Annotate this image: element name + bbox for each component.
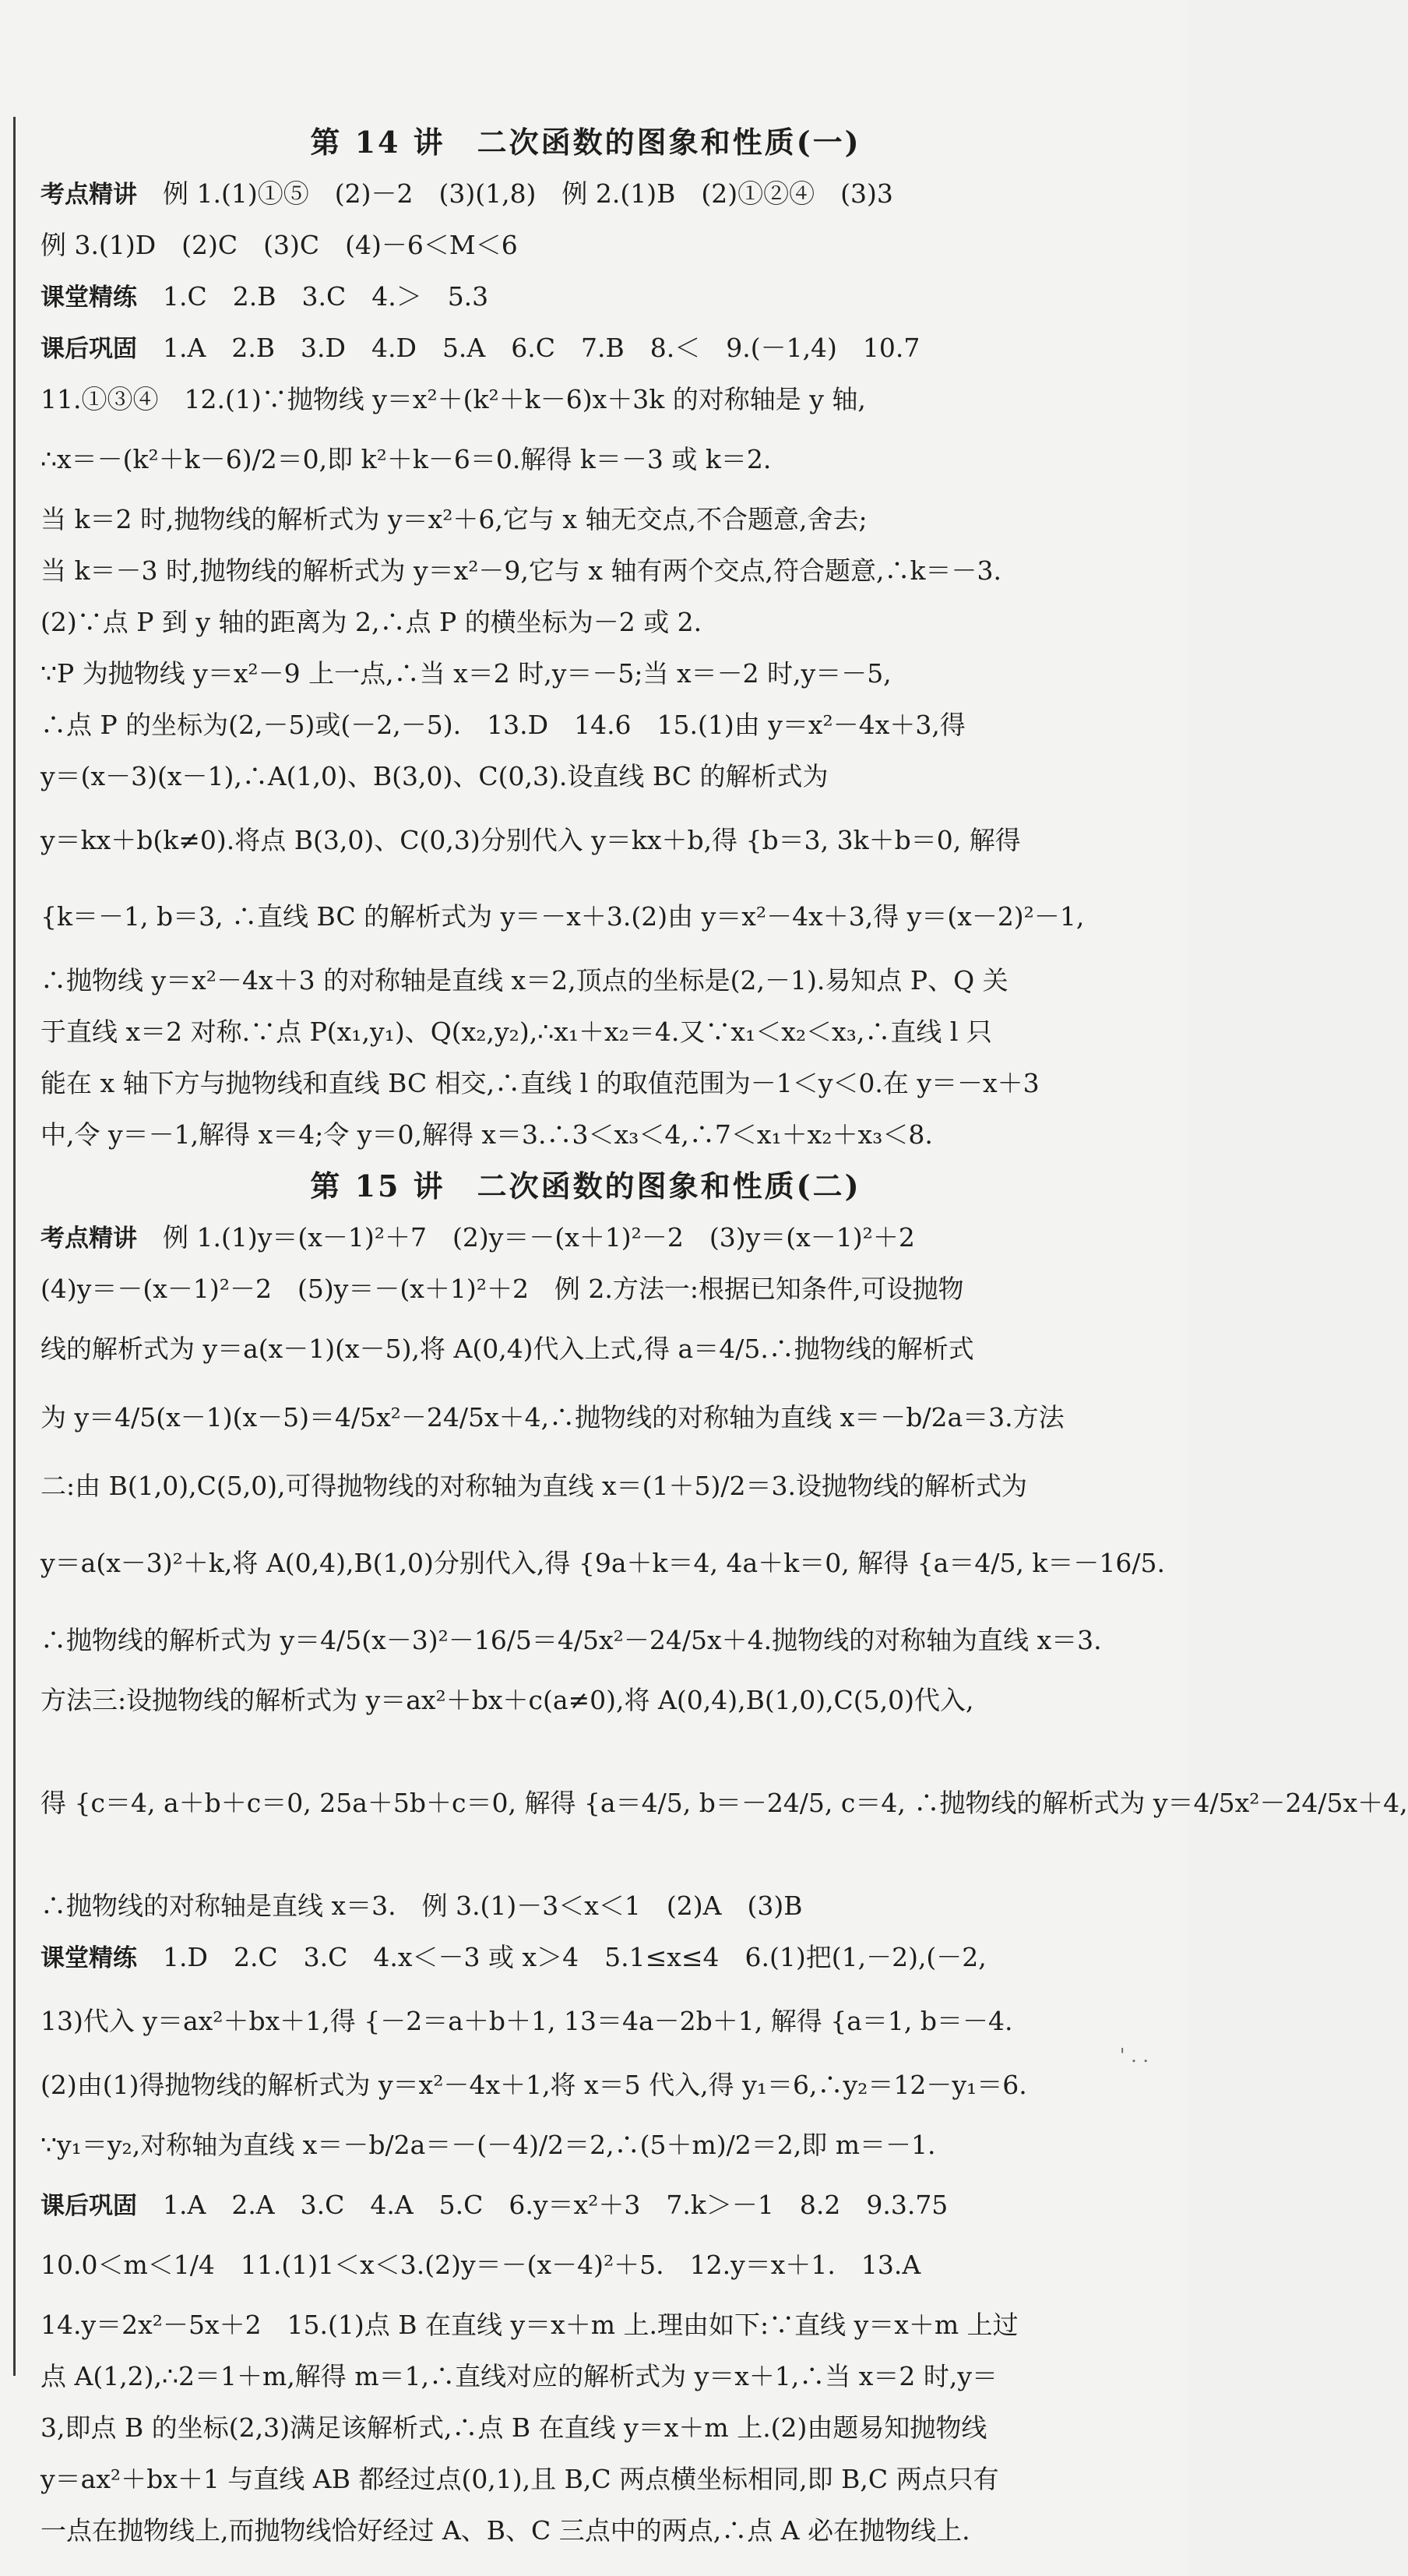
lesson-14-title: 第 14 讲 二次函数的图象和性质(一) bbox=[310, 125, 861, 160]
s14-line-11: ∴点 P 的坐标为(2,－5)或(－2,－5). 13.D 14.6 15.(1)由 y＝x²－4x＋3,得 bbox=[40, 710, 966, 740]
s15-label-kaodian: 考点精讲 bbox=[40, 1225, 137, 1253]
s15-text-1: 例 1.(1)y＝(x－1)²＋7 (2)y＝－(x＋1)²－2 (3)y＝(x－1)²＋2 bbox=[137, 1222, 915, 1253]
s14-line-5: 11.①③④ 12.(1)∵抛物线 y＝x²＋(k²＋k－6)x＋3k 的对称轴是 y 轴, bbox=[40, 384, 866, 414]
s14-label-kaodian: 考点精讲 bbox=[40, 181, 137, 209]
s14-line-10: ∵P 为抛物线 y＝x²－9 上一点,∴当 x＝2 时,y＝－5;当 x＝－2 时,y＝－5, bbox=[40, 658, 892, 689]
s14-label-kehou: 课后巩固 bbox=[40, 335, 137, 363]
s15-line-6: y＝a(x－3)²＋k,将 A(0,4),B(1,0)分别代入,得 {9a＋k＝4, 4a＋k＝0, 解得 {a＝4/5, k＝－16/5. bbox=[40, 1548, 1166, 1578]
s15-line-14: ∵y₁＝y₂,对称轴为直线 x＝－b/2a＝－(－4)/2＝2,∴(5＋m)/2＝2,即 m＝－1. bbox=[40, 2130, 936, 2160]
s15-line-13: (2)由(1)得抛物线的解析式为 y＝x²－4x＋1,将 x＝5 代入,得 y₁＝6,∴y₂＝12－y₁＝6. bbox=[40, 2070, 1027, 2100]
s14-line-16: 于直线 x＝2 对称.∵点 P(x₁,y₁)、Q(x₂,y₂),∴x₁＋x₂＝4.又∵x₁＜x₂＜x₃,∴直线 l 只 bbox=[40, 1017, 992, 1047]
s14-text-4: 1.A 2.B 3.D 4.D 5.A 6.C 7.B 8.＜ 9.(－1,4) 10.7 bbox=[137, 333, 920, 363]
s15-line-21: 一点在抛物线上,而抛物线恰好经过 A、B、C 三点中的两点,∴点 A 必在抛物线上. bbox=[40, 2515, 970, 2546]
s14-label-ketang: 课堂精练 bbox=[40, 284, 137, 312]
s15-line-2: (4)y＝－(x－1)²－2 (5)y＝－(x＋1)²＋2 例 2.方法一:根据已知条件,可设抛物 bbox=[40, 1274, 964, 1304]
s14-text-3: 1.C 2.B 3.C 4.＞ 5.3 bbox=[137, 281, 489, 312]
s15-label-ketang: 课堂精练 bbox=[40, 1944, 137, 1972]
s15-label-kehou: 课后巩固 bbox=[40, 2192, 137, 2220]
s14-line-13: y＝kx＋b(k≠0).将点 B(3,0)、C(0,3)分别代入 y＝kx＋b,得 {b＝3, 3k＋b＝0, 解得 bbox=[40, 825, 1021, 855]
s15-line-8: 方法三:设抛物线的解析式为 y＝ax²＋bx＋c(a≠0),将 A(0,4),B(1,0),C(5,0)代入, bbox=[40, 1685, 974, 1715]
s15-line-18: 点 A(1,2),∴2＝1＋m,解得 m＝1,∴直线对应的解析式为 y＝x＋1,∴当 x＝2 时,y＝ bbox=[40, 2361, 998, 2391]
s15-line-10: ∴抛物线的对称轴是直线 x＝3. 例 3.(1)－3＜x＜1 (2)A (3)B bbox=[40, 1891, 803, 1921]
s14-line-9: (2)∵点 P 到 y 轴的距离为 2,∴点 P 的横坐标为－2 或 2. bbox=[40, 607, 702, 637]
binding-margin-line bbox=[13, 117, 16, 2376]
s15-line-5: 二:由 B(1,0),C(5,0),可得抛物线的对称轴为直线 x＝(1＋5)/2＝3.设抛物线的解析式为 bbox=[40, 1471, 1027, 1501]
s15-line-16: 10.0＜m＜1/4 11.(1)1＜x＜3.(2)y＝－(x－4)²＋5. 12.y＝x＋1. 13.A bbox=[40, 2250, 921, 2280]
s14-line-15: ∴抛物线 y＝x²－4x＋3 的对称轴是直线 x＝2,顶点的坐标是(2,－1).易知点 P、Q 关 bbox=[40, 965, 1008, 996]
s14-line-2: 例 3.(1)D (2)C (3)C (4)－6＜M＜6 bbox=[40, 230, 518, 260]
answer-content bbox=[40, 117, 1408, 2557]
s15-line-11 bbox=[40, 1932, 1131, 1983]
margin-mark: ' . . bbox=[1119, 2045, 1149, 2067]
s14-text-1: 例 1.(1)①⑤ (2)－2 (3)(1,8) 例 2.(1)B (2)①②④ (3)3 bbox=[137, 178, 893, 209]
s15-line-19: 3,即点 B 的坐标(2,3)满足该解析式,∴点 B 在直线 y＝x＋m 上.(2)由题易知抛物线 bbox=[40, 2412, 987, 2443]
s15-line-3: 线的解析式为 y＝a(x－1)(x－5),将 A(0,4)代入上式,得 a＝4/5.∴抛物线的解析式 bbox=[40, 1334, 974, 1364]
s15-line-17: 14.y＝2x²－5x＋2 15.(1)点 B 在直线 y＝x＋m 上.理由如下:∵直线 y＝x＋m 上过 bbox=[40, 2310, 1019, 2340]
s15-text-11: 1.D 2.C 3.C 4.x＜－3 或 x＞4 5.1≤x≤4 6.(1)把(1,－2),(－2, bbox=[137, 1942, 987, 1972]
s15-line-12: 13)代入 y＝ax²＋bx＋1,得 {－2＝a＋b＋1, 13＝4a－2b＋1, 解得 {a＝1, b＝－4. bbox=[40, 2006, 1013, 2036]
s14-line-7: 当 k＝2 时,抛物线的解析式为 y＝x²＋6,它与 x 轴无交点,不合题意,舍去; bbox=[40, 504, 868, 534]
lesson-15-title: 第 15 讲 二次函数的图象和性质(二) bbox=[310, 1168, 861, 1203]
s15-line-4: 为 y＝4/5(x－1)(x－5)＝4/5x²－24/5x＋4,∴抛物线的对称轴为直线 x＝－b/2a＝3.方法 bbox=[40, 1402, 1065, 1432]
s14-line-12: y＝(x－3)(x－1),∴A(1,0)、B(3,0)、C(0,3).设直线 BC 的解析式为 bbox=[40, 761, 829, 791]
s15-line-15 bbox=[40, 2180, 1131, 2231]
s14-line-18: 中,令 y＝－1,解得 x＝4;令 y＝0,解得 x＝3.∴3＜x₃＜4,∴7＜x₁＋x₂＋x₃＜8. bbox=[40, 1119, 933, 1150]
s14-line-4 bbox=[40, 322, 1131, 374]
s15-text-15: 1.A 2.A 3.C 4.A 5.C 6.y＝x²＋3 7.k＞－1 8.2 9.3.75 bbox=[137, 2190, 949, 2220]
s14-line-3 bbox=[40, 271, 1131, 322]
s15-line-20: y＝ax²＋bx＋1 与直线 AB 都经过点(0,1),且 B,C 两点横坐标相同,即 B,C 两点只有 bbox=[40, 2464, 999, 2494]
s14-line-1 bbox=[40, 168, 1131, 220]
s14-line-14: {k＝－1, b＝3, ∴直线 BC 的解析式为 y＝－x＋3.(2)由 y＝x²－4x＋3,得 y＝(x－2)²－1, bbox=[40, 901, 1085, 932]
s15-line-7: ∴抛物线的解析式为 y＝4/5(x－3)²－16/5＝4/5x²－24/5x＋4.抛物线的对称轴为直线 x＝3. bbox=[40, 1625, 1102, 1655]
s15-line-1 bbox=[40, 1212, 1131, 1263]
s14-line-6: ∴x＝－(k²＋k－6)/2＝0,即 k²＋k－6＝0.解得 k＝－3 或 k＝2. bbox=[40, 444, 772, 474]
s14-line-17: 能在 x 轴下方与抛物线和直线 BC 相交,∴直线 l 的取值范围为－1＜y＜0.在 y＝－x＋3 bbox=[40, 1068, 1040, 1098]
s14-line-8: 当 k＝－3 时,抛物线的解析式为 y＝x²－9,它与 x 轴有两个交点,符合题意,∴k＝－3. bbox=[40, 555, 1001, 586]
s15-line-9: 得 {c＝4, a＋b＋c＝0, 25a＋5b＋c＝0, 解得 {a＝4/5, b＝－24/5, c＝4, ∴抛物线的解析式为 y＝4/5x²－24/5x＋4, bbox=[40, 1788, 1408, 1818]
